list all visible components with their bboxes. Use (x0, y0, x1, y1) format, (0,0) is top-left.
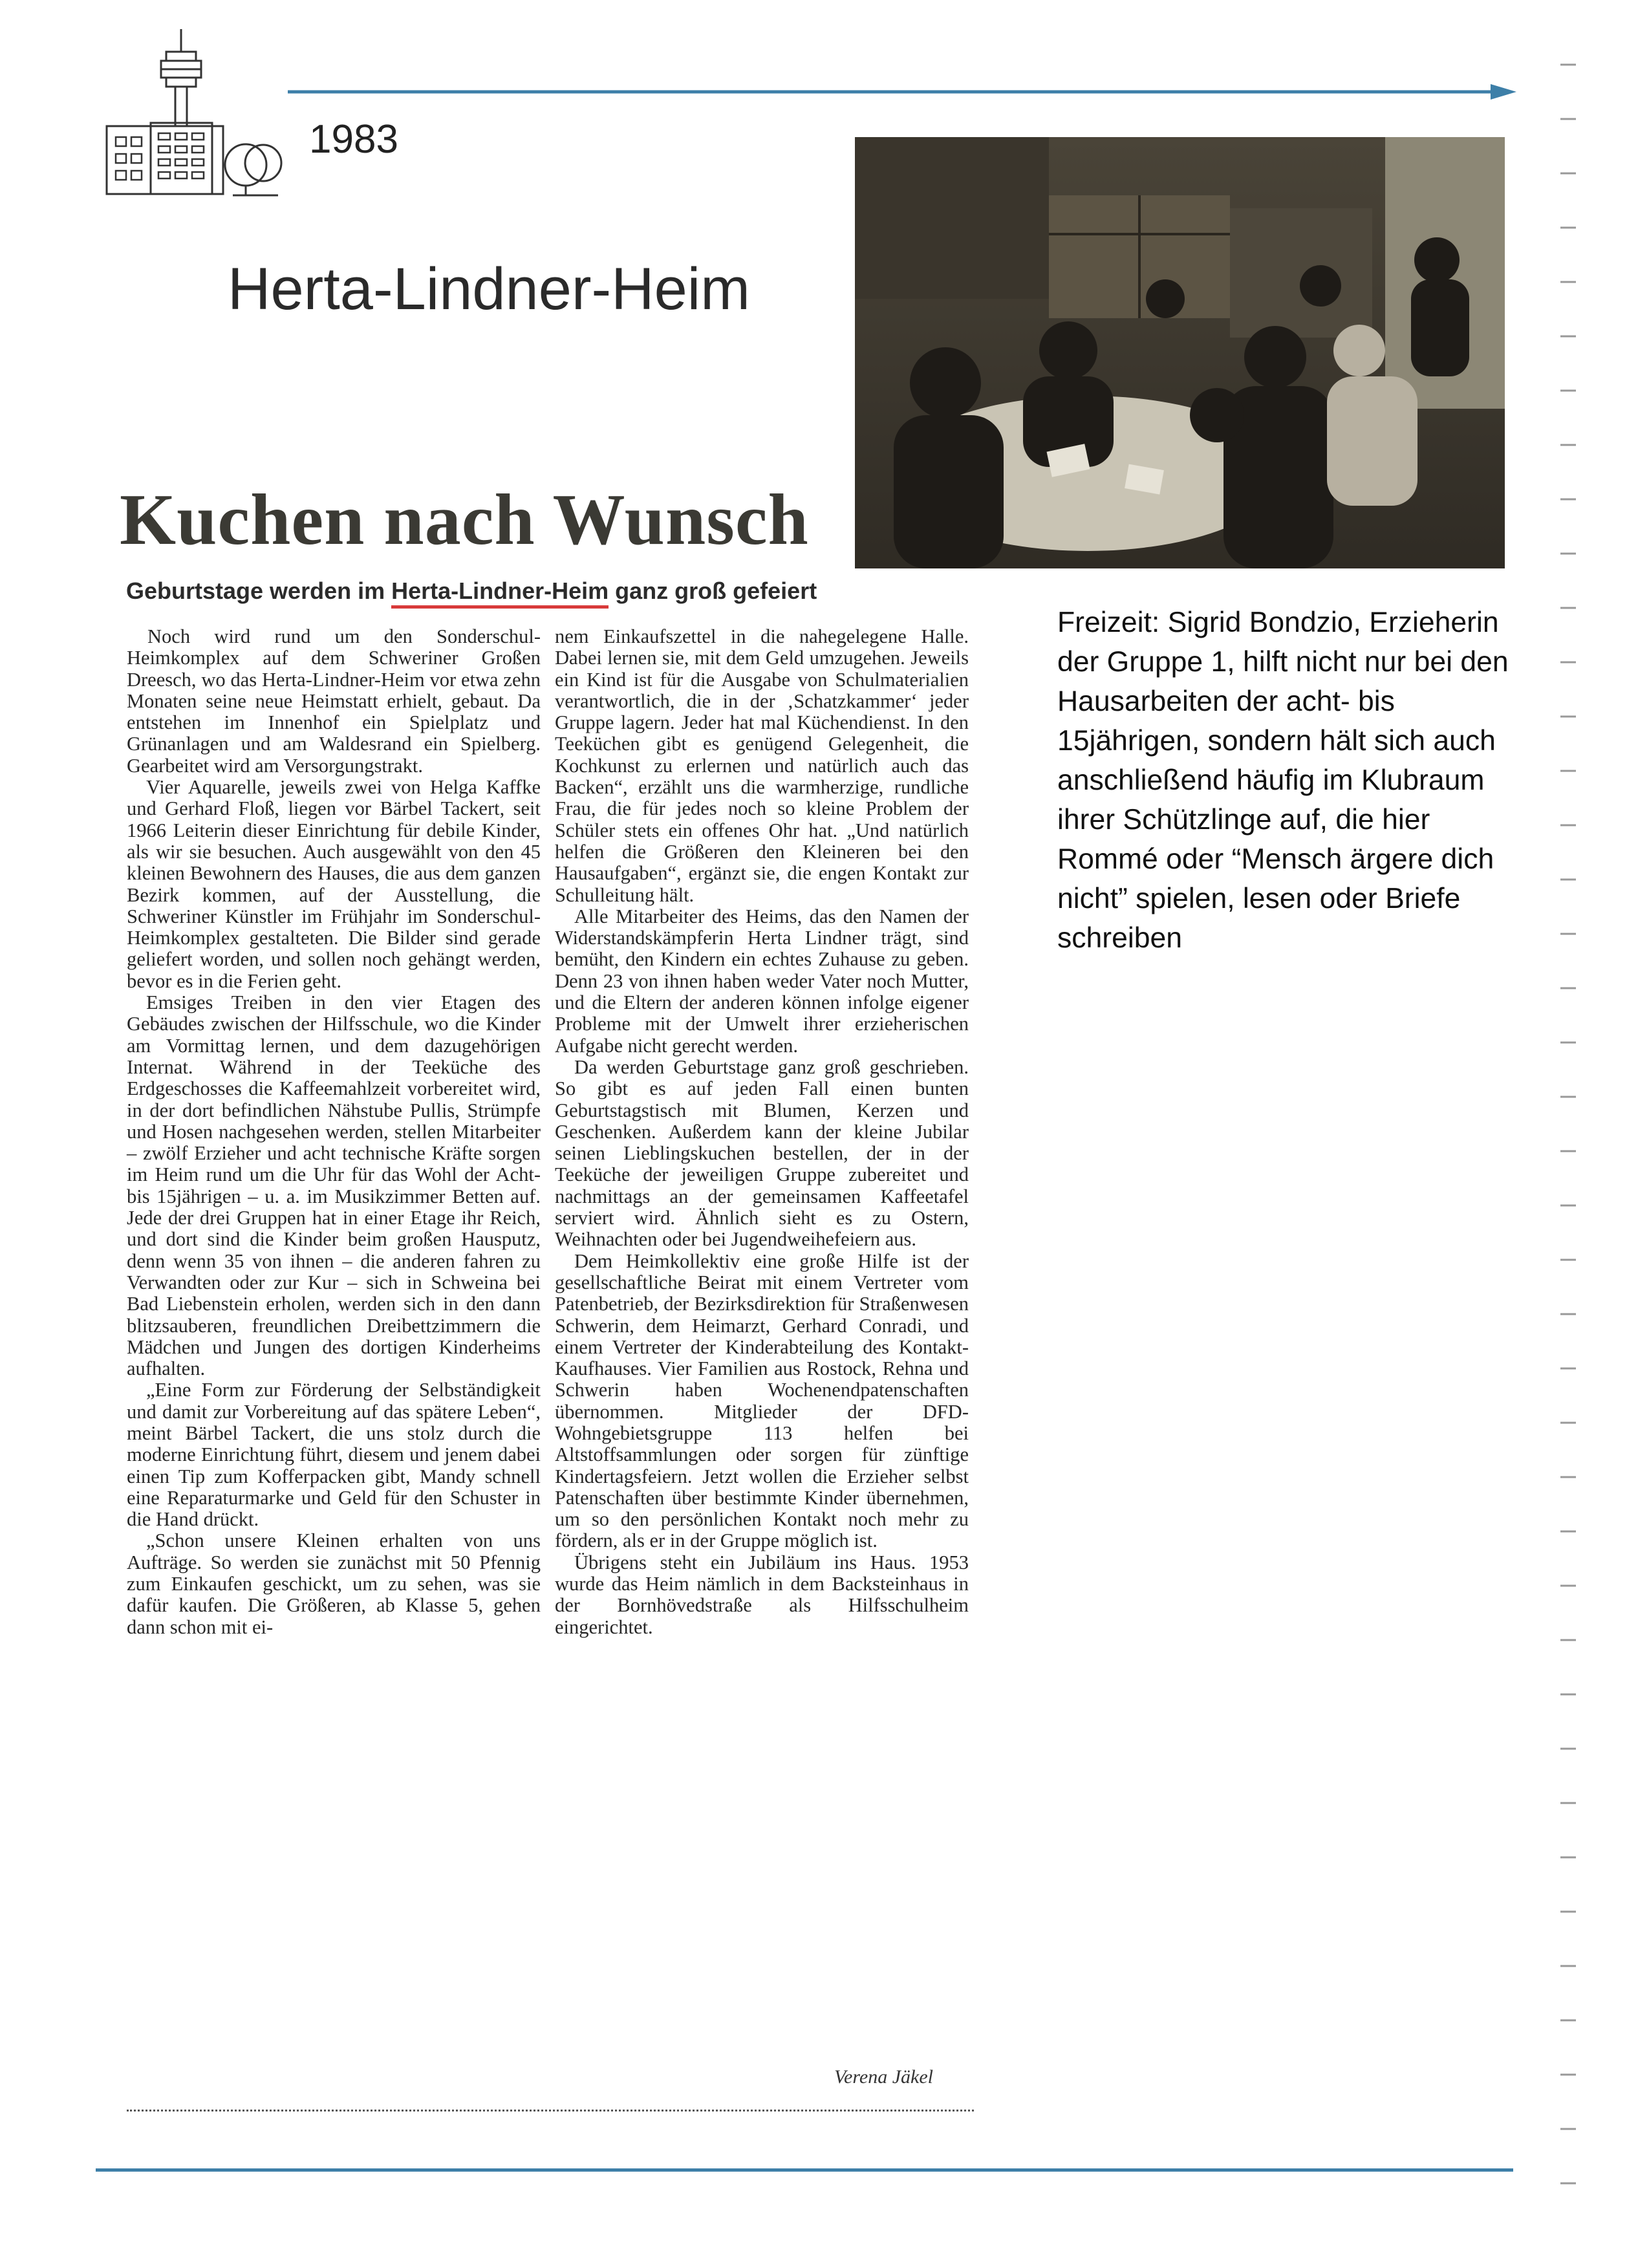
article-photo (855, 137, 1505, 568)
paragraph: Vier Aquarelle, jeweils zwei von Helga Kaffke und Gerhard Floß, liegen vor Bärbel Tackert, seit 1966 Leiterin dieser Einrichtung für debile Kinder, als wir sie besuchen. Auch ausgewählt von den 45 kleinen Bewohnern des Hauses, die aus dem ganzen Bezirk kommen, auf der Ausstellung, die Schweriner Künstler im Frühjahr im Sonderschul-Heimkomplex gestalteten. Die Bilder sind gerade geliefert worden, und sollen noch gehängt werden, bevor es in die Ferien geht. (127, 776, 541, 992)
dotted-divider (127, 2110, 974, 2111)
bottom-blue-rule (96, 2168, 1513, 2172)
top-arrow-rule (288, 72, 1516, 111)
paragraph: Übrigens steht ein Jubiläum ins Haus. 1953 wurde das Heim nämlich in dem Backsteinhaus in der Bornhövedstraße als Hilfsschulheim eingerichtet. (555, 1551, 969, 1638)
article-column-right (555, 626, 969, 1638)
heim-title: Herta-Lindner-Heim (228, 256, 750, 322)
paragraph: Noch wird rund um den Sonderschul-Heimkomplex auf dem Schweriner Großen Dreesch, wo das Herta-Lindner-Heim vor etwa zehn Monaten seine neue Heimstatt erhielt, gebaut. Da entstehen im Innenhof ein Spielplatz und Grünanlagen und am Waldesrand ein Spielberg. Gearbeitet wird am Versorgungstrakt. (127, 625, 541, 777)
subheadline-text-after: ganz groß gefeiert (609, 578, 817, 604)
article-subheadline (126, 578, 817, 605)
byline: Verena Jäkel (834, 2066, 933, 2088)
subheadline-highlight: Herta-Lindner-Heim (391, 578, 609, 609)
subheadline-text-before: Geburtstage werden im (126, 578, 392, 604)
year-label: 1983 (309, 117, 398, 162)
paragraph: Alle Mitarbeiter des Heims, das den Namen der Widerstandskämpferin Herta Lindner trägt, sind bemüht, den Kindern ein echtes Zuhause zu geben. Denn 23 von ihnen haben weder Vater noch Mutter, und die Eltern der anderen können infolge eigener Probleme mit der Umwelt ihrer erzieherischen Aufgabe nicht gerecht werden. (555, 905, 969, 1057)
paragraph: Dem Heimkollektiv eine große Hilfe ist der gesellschaftliche Beirat mit einem Vertreter vom Patenbetrieb, der Bezirksdirektion für Straßenwesen Schwerin, dem Heimarzt, Gerhard Conradi, und einem Vertreter der Kinderabteilung des Kontakt-Kaufhauses. Vier Familien aus Rostock, Rehna und Schwerin haben Wochenendpatenschaften übernommen. Mitglieder der DFD-Wohngebietsgruppe 113 helfen bei Altstoffsammlungen oder sorgen für zünftige Kindertagsfeiern. Jetzt wollen die Erzieher selbst Patenschaften über bestimmte Kinder übernehmen, um so den persönlichen Kontakt noch mehr zu fördern, als er in der Gruppe möglich ist. (555, 1249, 969, 1552)
paragraph: Emsiges Treiben in den vier Etagen des Gebäudes zwischen der Hilfsschule, wo die Kinder am Vormittag lernen, und dem dazugehörigen Internat. Während in der Teeküche des Erdgeschosses die Kaffeemahlzeit vorbereitet wird, in der dort befindlichen Nähstube Pullis, Strümpfe und Hosen nachgesehen werden, stellen Mitarbeiter – zwölf Erzieher und acht technische Kräfte sorgen im Heim rund um die Uhr für das Wohl der Acht- bis 15jährigen – u. a. im Musikzimmer Betten auf. Jede der drei Gruppen hat in einer Etage ihr Reich, und dort sind die Kinder beim großen Hausputz, denn wenn 35 von ihnen – die anderen fahren zu Verwandten oder zur Kur – sich in Schweina bei Bad Liebenstein erholen, werden sich in den dann blitzsauberen, freundlichen Dreibettzimmern die Mädchen und Jungen des dortigen Kinderheims aufhalten. (127, 991, 541, 1380)
tv-tower-building-icon (94, 26, 288, 200)
paragraph: „Eine Form zur Förderung der Selbständigkeit und damit zur Vorbereitung auf das spätere Leben“, meint Bärbel Tackert, die uns stolz durch die moderne Einrichtung führt, diesem und jenem dabei einen Tip zum Kofferpacken gibt, Mandy schnell eine Reparaturmarke und Geld für den Schuster in die Hand drückt. (127, 1379, 541, 1531)
article-headline: Kuchen nach Wunsch (120, 480, 809, 560)
paragraph: Da werden Geburtstage ganz groß geschrieben. So gibt es auf jeden Fall einen bunten Geburtstagstisch mit Blumen, Kerzen und Geschenken. Außerdem kann der kleine Jubilar seinen Lieblingskuchen bestellen, der in der Teeküche der jeweiligen Gruppe zubereitet und nachmittags an der gemeinsamen Kaffeetafel serviert wird. Ähnlich sieht es zu Ostern, Weihnachten oder bei Jugendweihefeiern aus. (555, 1055, 969, 1251)
article-column-left (127, 626, 541, 1638)
paragraph: „Schon unsere Kleinen erhalten von uns Aufträge. So werden sie zunächst mit 50 Pfennig zum Einkaufen geschickt, um zu sehen, was sie dafür kaufen. Die Größeren, ab Klasse 5, gehen dann schon mit ei- (127, 1529, 541, 1638)
binder-edge-marks (1555, 58, 1581, 2244)
photo-caption: Freizeit: Sigrid Bondzio, Erzieherin der Gruppe 1, hilft nicht nur bei den Hausarbeiten der acht- bis 15jährigen, sondern hält sich auch anschließend häufig im Klubraum ihrer Schützlinge auf, die hier Rommé oder “Mensch ärgere dich nicht” spielen, lesen oder Briefe schreiben (1057, 607, 1509, 954)
paragraph: nem Einkaufszettel in die nahegelegene Halle. Dabei lernen sie, mit dem Geld umzugehen. Jeweils ein Kind ist für die Ausgabe von Schulmaterialien verantwortlich, die in der ‚Schatzkammer‘ jeder Gruppe lagern. Jeder hat mal Küchendienst. In den Teeküchen gibt es genügend Gelegenheit, die Kochkunst zu erlernen und natürlich auch das Backen“, erzählt uns die warmherzige, rundliche Frau, die für jedes noch so kleine Problem der Schüler stets ein offenes Ohr hat. „Und natürlich helfen die Größeren den Kleineren bei den Hausaufgaben“, ergänzt sie, die engen Kontakt zur Schulleitung hält. (555, 625, 969, 906)
